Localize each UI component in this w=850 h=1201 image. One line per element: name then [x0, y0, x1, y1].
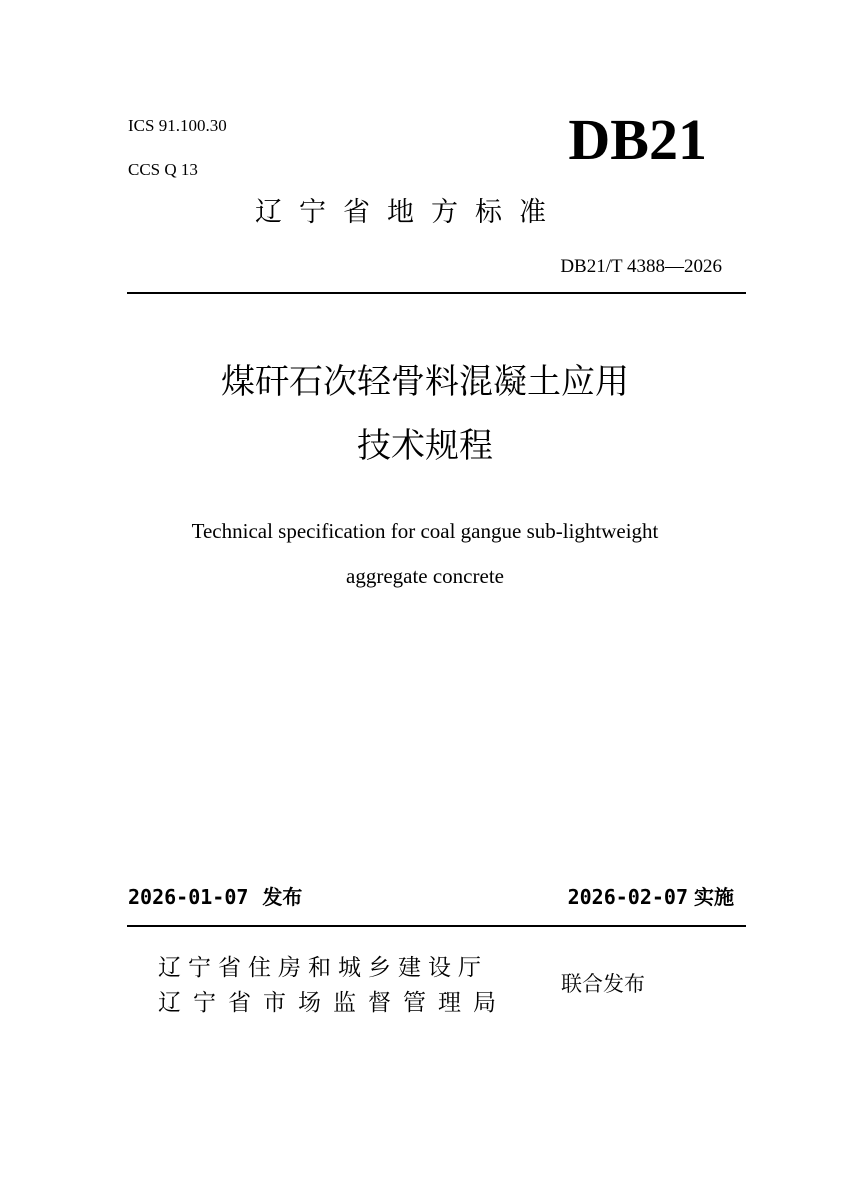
joint-issue-label: 联合发布	[561, 972, 645, 996]
ccs-code: CCS Q 13	[128, 160, 198, 179]
standard-type: 辽宁省地方标准	[255, 197, 563, 228]
issuer-dept-housing: 辽宁省住房和城乡建设厅	[158, 955, 488, 981]
top-divider	[127, 292, 746, 294]
title-en-line2: aggregate concrete	[346, 564, 504, 588]
title-en-line1: Technical specification for coal gangue sub-lightweight	[191, 519, 659, 543]
title-cn-line1: 煤矸石次轻骨料混凝土应用	[221, 362, 629, 402]
issue-date-block	[128, 884, 302, 910]
ics-code: ICS 91.100.30	[128, 116, 227, 135]
standard-number: DB21/T 4388—2026	[560, 256, 722, 277]
bottom-divider	[127, 925, 746, 927]
title-cn-line2: 技术规程	[357, 426, 493, 466]
issuer-dept-market: 辽宁省市场监督管理局	[158, 990, 508, 1016]
issue-date: 2026-01-07	[128, 885, 249, 909]
implement-date: 2026-02-07	[567, 885, 688, 909]
issue-label: 发布	[262, 885, 303, 909]
implement-date-block	[568, 884, 734, 910]
standard-code-logo: DB21	[568, 107, 707, 172]
implement-label: 实施	[694, 885, 734, 909]
